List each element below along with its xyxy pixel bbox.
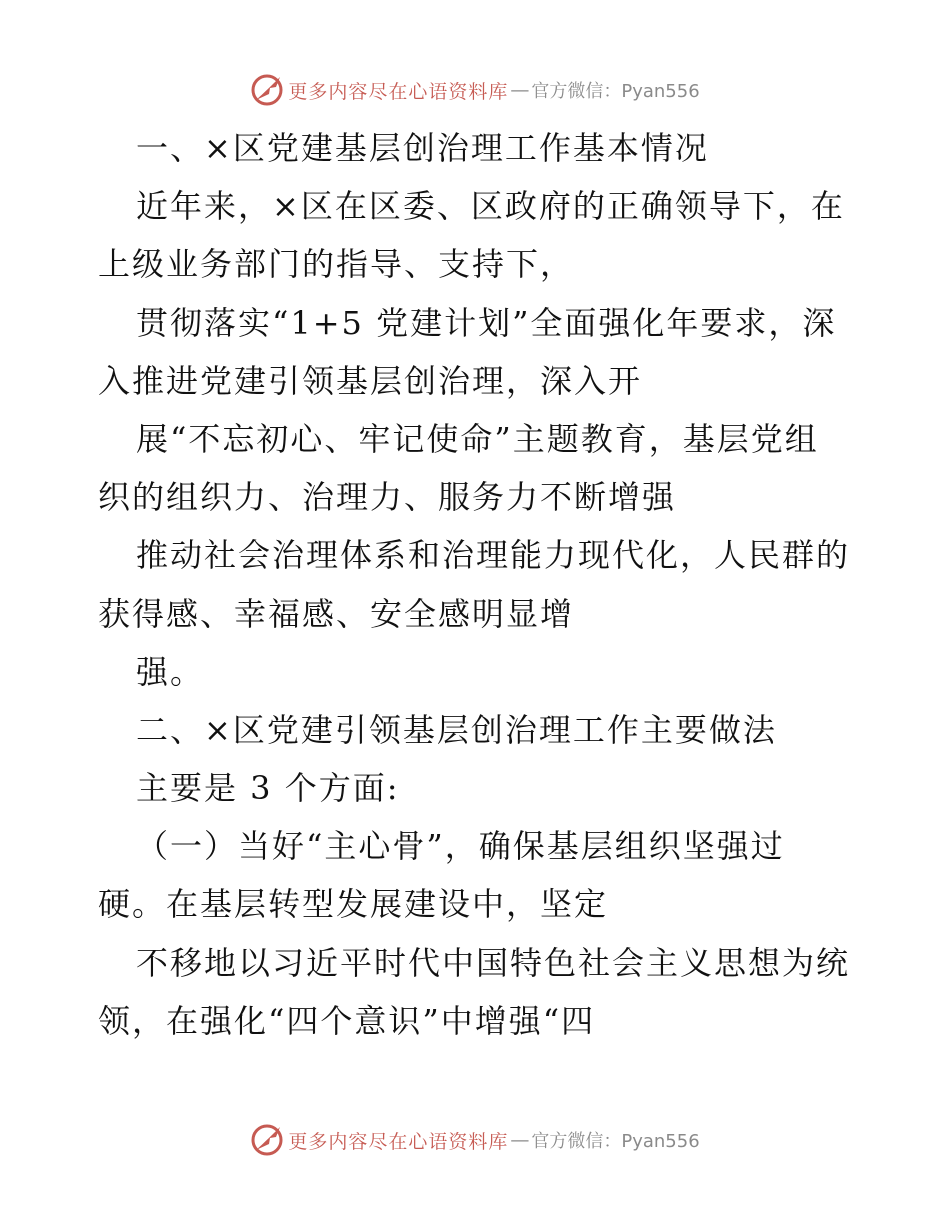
watermark-separator: — [510, 79, 530, 101]
paragraph-line: 主要是 3 个方面: [136, 769, 400, 808]
paragraph-line: 强。 [136, 652, 205, 691]
paragraph-line: 硬。在基层转型发展建设中，坚定 [98, 885, 609, 924]
watermark-wechat: 官方微信：Pyan556 [531, 81, 700, 102]
paragraph-line: 上级业务部门的指导、支持下， [98, 245, 575, 284]
paragraph-line: 获得感、幸福感、安全感明显增 [98, 594, 575, 633]
quill-logo-icon [250, 1123, 284, 1157]
heading-section-2: 二、×区党建引领基层创治理工作主要做法 [136, 710, 777, 749]
header-watermark [0, 70, 950, 110]
watermark-wechat: 官方微信：Pyan556 [531, 1131, 700, 1152]
paragraph-line: 近年来，×区在区委、区政府的正确领导下，在 [136, 187, 845, 226]
paragraph-line: 领，在强化“四个意识”中增强“四 [98, 1001, 596, 1040]
paragraph-line: 贯彻落实“1+5 党建计划”全面强化年要求，深 [136, 303, 837, 342]
paragraph-line: 入推进党建引领基层创治理，深入开 [98, 361, 643, 400]
paragraph-line: 织的组织力、治理力、服务力不断增强 [98, 478, 677, 517]
watermark-separator: — [510, 1129, 530, 1151]
paragraph-line: 推动社会治理体系和治理能力现代化，人民群的 [136, 536, 851, 575]
subheading-1: （一）当好“主心骨”，确保基层组织坚强过 [136, 827, 785, 866]
quill-logo-icon [250, 73, 284, 107]
paragraph-line: 展“不忘初心、牢记使命”主题教育，基层党组 [136, 419, 819, 458]
watermark-brand: 更多内容尽在心语资料库 [288, 1130, 509, 1153]
paragraph-line: 不移地以习近平时代中国特色社会主义思想为统 [136, 943, 851, 982]
document-body [98, 119, 858, 1050]
watermark-brand: 更多内容尽在心语资料库 [288, 80, 509, 103]
heading-section-1: 一、×区党建基层创治理工作基本情况 [136, 129, 709, 167]
footer-watermark [0, 1120, 950, 1160]
